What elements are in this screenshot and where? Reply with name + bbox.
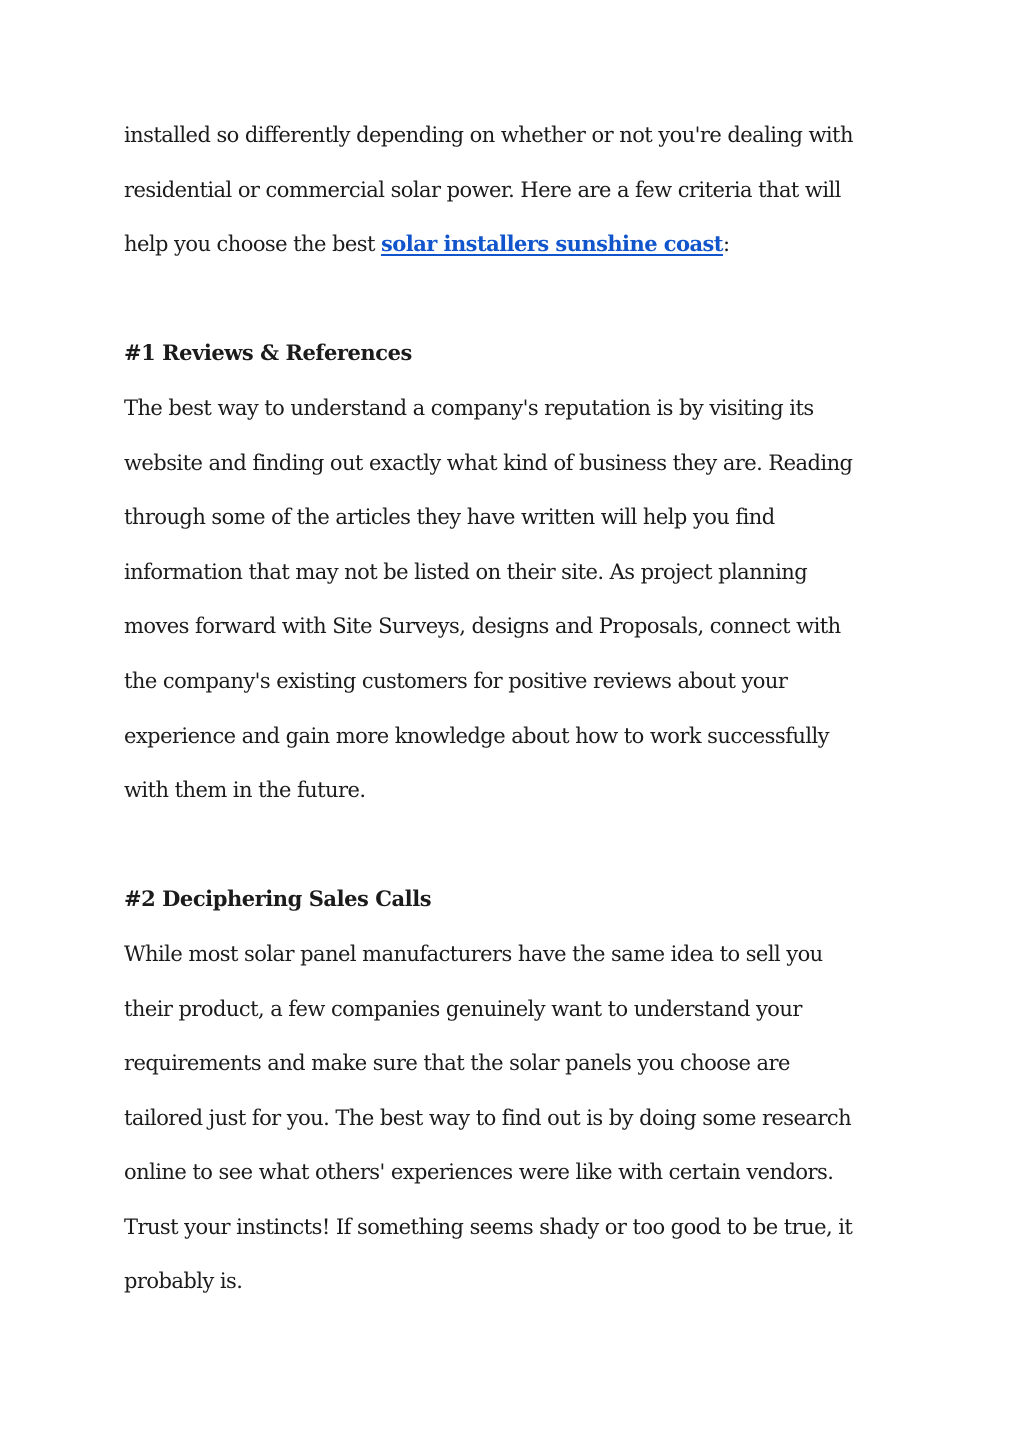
paragraph-gap: [124, 818, 924, 873]
section-2-line: their product, a few companies genuinely want to understand your: [124, 996, 802, 1021]
document-page: [124, 108, 924, 1309]
section-2-line: While most solar panel manufacturers have the same idea to sell you: [124, 941, 823, 966]
section-1-line: website and finding out exactly what kind of business they are. Reading: [124, 450, 853, 475]
intro-line-3: [124, 217, 924, 272]
section-2-paragraph: [124, 927, 924, 1309]
section-2-line: probably is.: [124, 1269, 243, 1294]
section-2-line: Trust your instincts! If something seems shady or too good to be true, it: [124, 1214, 853, 1239]
intro-paragraph: [124, 108, 924, 272]
section-1-paragraph: [124, 381, 924, 818]
section-2-line: tailored just for you. The best way to find out is by doing some research: [124, 1105, 852, 1130]
section-1-line: through some of the articles they have written will help you find: [124, 505, 775, 530]
solar-installers-link[interactable]: solar installers sunshine coast: [381, 231, 723, 257]
section-2-heading: #2 Deciphering Sales Calls: [124, 886, 432, 912]
section-1-line: moves forward with Site Surveys, designs and Proposals, connect with: [124, 614, 841, 639]
section-1-line: The best way to understand a company's reputation is by visiting its: [124, 395, 814, 420]
paragraph-gap: [124, 272, 924, 327]
section-1-line: experience and gain more knowledge about how to work successfully: [124, 723, 829, 748]
section-2-line: online to see what others' experiences were like with certain vendors.: [124, 1160, 834, 1185]
section-1-heading: #1 Reviews & References: [124, 340, 412, 366]
intro-line-1: installed so differently depending on whether or not you're dealing with: [124, 123, 853, 147]
section-2-line: requirements and make sure that the solar panels you choose are: [124, 1051, 790, 1076]
intro-line-3-text: help you choose the best: [124, 232, 382, 257]
intro-line-3-colon: :: [722, 232, 730, 257]
section-1-line: information that may not be listed on their site. As project planning: [124, 559, 808, 584]
intro-line-2: residential or commercial solar power. Here are a few criteria that will: [124, 177, 841, 202]
section-1-line: with them in the future.: [124, 778, 366, 803]
section-1-line: the company's existing customers for positive reviews about your: [124, 668, 788, 693]
